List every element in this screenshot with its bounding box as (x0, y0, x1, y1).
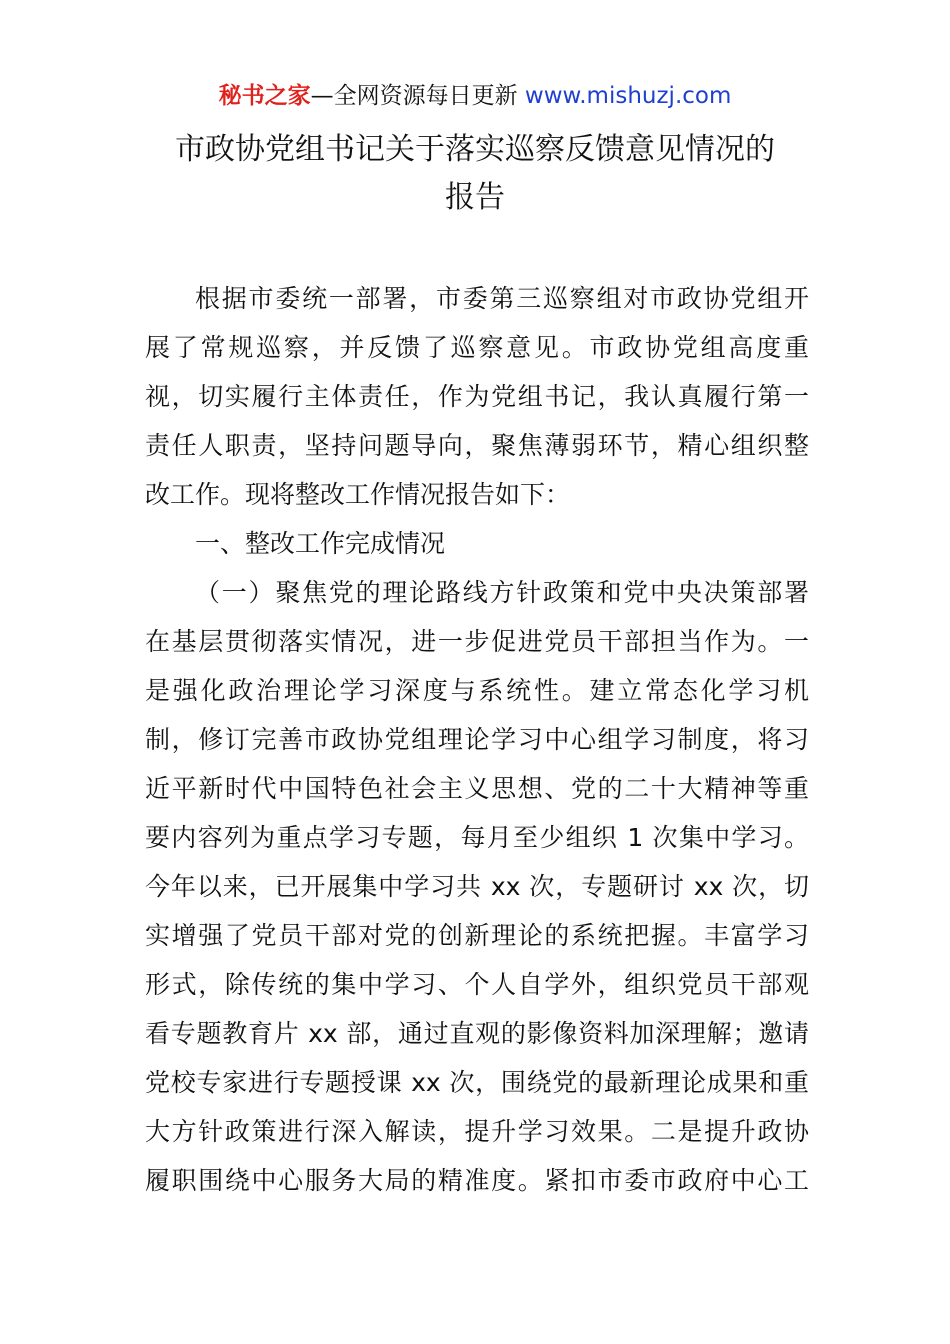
brand-name: 秘书之家 (218, 83, 311, 109)
site-url[interactable]: www.mishuzj.com (524, 83, 732, 109)
body-line: 大方针政策进行深入解读，提升学习效果。二是提升政协 (145, 1117, 809, 1146)
section-heading: 一、整改工作完成情况 (195, 529, 446, 558)
body-line: 责任人职责，坚持问题导向，聚焦薄弱环节，精心组织整 (145, 431, 809, 460)
title-line-2: 报告 (445, 180, 505, 215)
document-body (145, 274, 809, 1205)
banner-slogan: —全网资源每日更新 (310, 83, 525, 109)
body-line: 展了常规巡察，并反馈了巡察意见。市政协党组高度重 (145, 333, 809, 362)
body-line: 改工作。现将整改工作情况报告如下： (145, 480, 571, 509)
body-line: 在基层贯彻落实情况，进一步促进党员干部担当作为。一 (145, 627, 809, 656)
body-line: 要内容列为重点学习专题，每月至少组织 1 次集中学习。 (145, 823, 809, 852)
body-line: 实增强了党员干部对党的创新理论的系统把握。丰富学习 (145, 921, 809, 950)
body-line: 制，修订完善市政协党组理论学习中心组学习制度，将习 (145, 725, 809, 754)
document-title (145, 126, 805, 222)
body-line: 看专题教育片 xx 部，通过直观的影像资料加深理解；邀请 (145, 1019, 809, 1048)
body-line: （一）聚焦党的理论路线方针政策和党中央决策部署 (195, 578, 809, 607)
body-line: 履职围绕中心服务大局的精准度。紧扣市委市政府中心工 (145, 1166, 809, 1195)
body-line: 是强化政治理论学习深度与系统性。建立常态化学习机 (145, 676, 809, 705)
body-line: 视，切实履行主体责任，作为党组书记，我认真履行第一 (145, 382, 809, 411)
body-line: 根据市委统一部署，市委第三巡察组对市政协党组开 (195, 284, 809, 313)
site-banner (0, 80, 950, 112)
body-line: 形式，除传统的集中学习、个人自学外，组织党员干部观 (145, 970, 809, 999)
body-line: 今年以来，已开展集中学习共 xx 次，专题研讨 xx 次，切 (145, 872, 810, 901)
body-line: 近平新时代中国特色社会主义思想、党的二十大精神等重 (145, 774, 809, 803)
body-line: 党校专家进行专题授课 xx 次，围绕党的最新理论成果和重 (145, 1068, 809, 1097)
title-line-1: 市政协党组书记关于落实巡察反馈意见情况的 (175, 132, 775, 167)
